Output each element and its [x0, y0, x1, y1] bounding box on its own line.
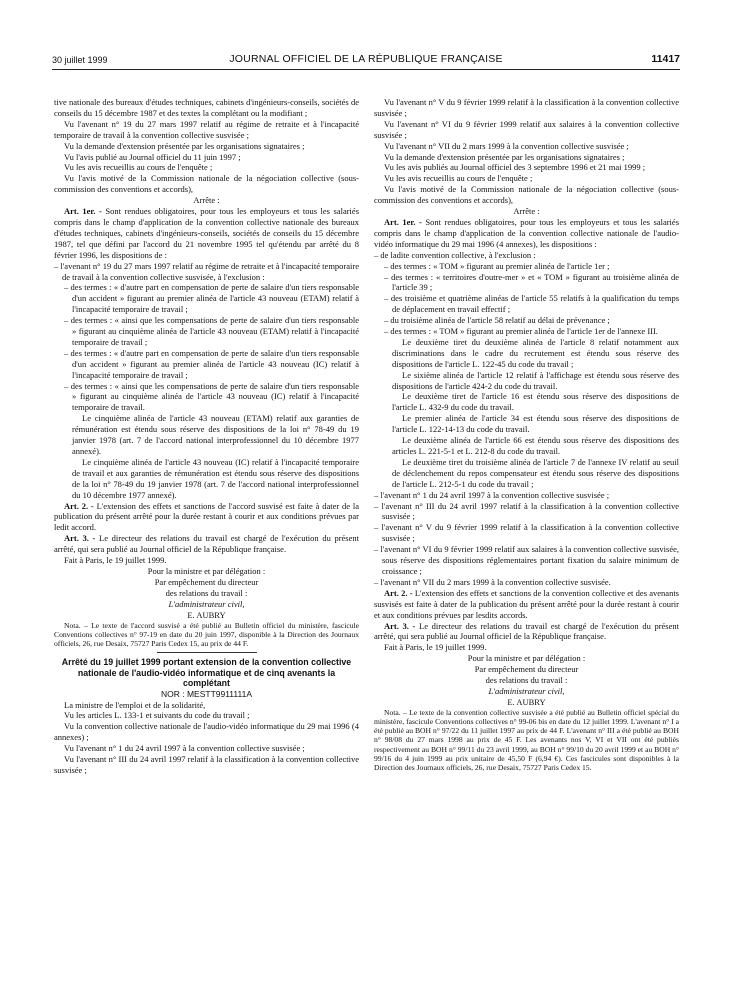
paragraph: Vu les avis recueillis au cours de l'enquête ; — [64, 162, 213, 173]
list-item: – des termes : « territoires d'outre-mer » et « TOM » figurant au troisième alinéa de l'article 39 ; — [384, 271, 679, 293]
nota: Nota. – Le texte de la convention collective susvisée a été publié au Bulletin officiel spécial du ministère, fascicule Conventions collectives n° 99-06 bis en date du 12 juillet 1999. L'avenant n° I a été publié au BOH n° 97/22 du 11 juillet 1997 au prix de 44 F. L'avenant n° III a été publié au BOH n° 98/08 du 27 mars 1998 au prix de 45 F. Les avenants nos V, VI et VII ont été publiés respectivement au BOH n° 99/11 du 23 avril 1999, au BOH n° 99/10 du 20 avril 1999 et au BOH n° 99/16 du 4 juin 1999 au prix unitaire de 45,50 F (6,94 €). Ces fascicules sont disponibles à la Direction des Journaux officiels, 26, rue Desaix, 75727 Paris Cedex 15. — [374, 707, 679, 772]
article-label: Art. 1er. - — [64, 206, 102, 217]
paragraph: Le deuxième tiret du troisième alinéa de l'article 7 de l'annexe IV relatif au seuil de déclenchement du repos compensateur est étendu sous réserve des dispositions de l'article L. 212-5-1 du code du travail ; — [392, 456, 679, 489]
arrete-heading: Arrête : — [513, 206, 540, 217]
paragraph: Vu l'avenant n° VII du 2 mars 1999 à la convention collective susvisée ; — [384, 140, 629, 151]
article-label: Art. 3. - — [384, 620, 416, 631]
list-item: – des termes : « ainsi que les compensations de perte de salaire d'un tiers responsable » figurant au cinquième alinéa de l'article 43 nouveau (IC) relatif à l'incapacité temporaire de travail. — [64, 380, 359, 413]
paragraph: Vu l'avenant n° VI du 9 février 1999 relatif aux salaires à la convention collective susvisée ; — [374, 118, 679, 140]
list-item: – l'avenant n° III du 24 avril 1997 relatif à la classification à la convention collective susvisée ; — [374, 500, 679, 522]
left-column — [54, 97, 359, 776]
paragraph: Vu l'avenant n° 19 du 27 mars 1997 relatif au régime de retraite et à l'incapacité temporaire de travail à la convention collective susvisée ; — [54, 118, 359, 140]
paragraph: Vu l'avenant n° 1 du 24 avril 1997 à la convention collective susvisée ; — [64, 743, 305, 754]
list-item: – des termes : « TOM » figurant au premier alinéa de l'article 1er ; — [384, 260, 610, 271]
list-item: – l'avenant n° V du 9 février 1999 relatif à la classification à la convention collective susvisée ; — [374, 522, 679, 544]
signature-line: L'administrateur civil, — [488, 685, 565, 696]
article-label: Art. 3. - — [64, 533, 96, 544]
article-2: Art. 2. - L'extension des effets et sanctions de l'accord susvisé est faite à dater de la publication du présent arrêté pour la durée restant à courir et aux conditions prévues par ledit accord. — [54, 500, 360, 533]
signature-line: L'administrateur civil, — [168, 598, 245, 609]
paragraph: tive nationale des bureaux d'études techniques, cabinets d'ingénieurs-conseils, sociétés de conseils du 15 décembre 1987 et des textes la complétant ou la modifiant ; — [54, 97, 359, 118]
divider — [157, 652, 257, 653]
paragraph: Vu les avis recueillis au cours de l'enquête ; — [384, 173, 533, 184]
signature-line: Pour la ministre et par délégation : — [147, 565, 266, 576]
paragraph: Le deuxième tiret de l'article 16 est étendu sous réserve des dispositions de l'article L. 432-9 du code du travail. — [392, 391, 679, 413]
list-item: – du troisième alinéa de l'article 58 relatif au délai de prévenance ; — [384, 315, 610, 326]
signature-name: E. AUBRY — [187, 609, 226, 620]
signature-line: Par empêchement du directeur — [474, 664, 579, 675]
signature-line: des relations du travail : — [165, 587, 248, 598]
paragraph: Le premier alinéa de l'article 34 est étendu sous réserve des dispositions de l'article L. 122-14-13 du code du travail. — [392, 413, 679, 435]
signature-line: Par empêchement du directeur — [154, 576, 259, 587]
nor-reference: NOR : MESTT9911111A — [160, 688, 252, 699]
list-item: – l'avenant n° 1 du 24 avril 1997 à la convention collective susvisée ; — [374, 489, 610, 500]
article-1: Art. 1er. - Sont rendues obligatoires, pour tous les employeurs et tous les salariés compris dans le champ d'application de la convention collective nationale des bureaux d'études techniques, cabinets d'ingénieurs-conseils, sociétés de conseils du 15 décembre 1987, tel que défini par l'accord du 21 novembre 1995 tel qu'étendu par arrêté du 8 février 1996, les dispositions de : — [54, 206, 359, 260]
header-page-number: 11417 — [651, 53, 680, 65]
article-1: Art. 1er. - Sont rendues obligatoires, pour tous les employeurs et tous les salariés compris dans le champ d'application de la convention collective nationale de l'audio-vidéo informatique du 29 mai 1996 (4 annexes), les dispositions : — [374, 216, 679, 249]
list-item: – l'avenant n° VI du 9 février 1999 relatif aux salaires à la convention collective susvisée, sous réserve des dispositions réglementaires portant fixation du salaire minimum de croissance ; — [374, 544, 679, 576]
signature-line: des relations du travail : — [485, 675, 568, 686]
article-3: Art. 3. - Le directeur des relations du travail est chargé de l'exécution du présent arrêté, qui sera publié au Journal officiel de la République française. — [54, 533, 360, 555]
paragraph: Vu l'avis motivé de la Commission nationale de la négociation collective (sous-commission des conventions et accords), — [374, 184, 679, 206]
list-item: – des troisième et quatrième alinéas de l'article 55 relatifs à la qualification du temps de déplacement en travail effectif ; — [384, 293, 679, 315]
list-item: – des termes : « d'autre part en compensation de perte de salaire d'un tiers responsable d'un accident » figurant au premier alinéa de l'article 43 nouveau (ETAM) relatif à l'incapacité temporaire de travail ; — [64, 282, 359, 315]
list-item: – l'avenant n° 19 du 27 mars 1997 relatif au régime de retraite et à l'incapacité temporaire de travail à la convention collective susvisée, à l'exclusion : — [54, 260, 359, 282]
paragraph: Le cinquième alinéa de l'article 43 nouveau (ETAM) relatif aux garanties de rémunération est étendu sous réserve des dispositions de la loi n° 78-49 du 19 janvier 1978 (art. 7 de l'accord national interprofessionnel du 10 décembre 1977 annexé). — [72, 413, 359, 456]
article-label: Art. 2. - — [384, 587, 413, 598]
paragraph: Vu l'avenant n° III du 24 avril 1997 relatif à la classification à la convention collective susvisée ; — [54, 754, 359, 775]
header-date: 30 juillet 1999 — [52, 55, 108, 65]
list-item: – de ladite convention collective, à l'exclusion : — [374, 249, 536, 260]
header-rule — [52, 69, 680, 70]
paragraph: Vu l'avenant n° V du 9 février 1999 relatif à la classification à la convention collective susvisée ; — [374, 97, 679, 118]
signature-date: Fait à Paris, le 19 juillet 1999. — [64, 555, 167, 566]
header-title: JOURNAL OFFICIEL DE LA RÉPUBLIQUE FRANÇAISE — [229, 53, 503, 65]
paragraph: Le cinquième alinéa de l'article 43 nouveau (IC) relatif à l'incapacité temporaire de travail et aux garanties de rémunération est étendu sous réserve des dispositions de la loi n° 78-49 du 19 janvier 1978 (art. 7 de l'accord national interprofessionnel du 10 décembre 1977 annexé). — [72, 456, 359, 500]
paragraph: Le deuxième tiret du deuxième alinéa de l'article 8 relatif notamment aux discriminations dans le cadre du recrutement est étendu sous réserve des dispositions de l'article L. 122-45 du code du travail ; — [392, 336, 679, 369]
article-label: Art. 2. - — [64, 500, 94, 511]
right-column — [374, 97, 679, 772]
paragraph: Vu les articles L. 133-1 et suivants du code du travail ; — [64, 710, 250, 721]
paragraph: Vu la demande d'extension présentée par les organisations signataires ; — [64, 140, 305, 151]
signature-name: E. AUBRY — [507, 696, 546, 707]
paragraph: Le sixième alinéa de l'article 12 relatif à l'affichage est étendu sous réserve des dispositions de l'article 424-2 du code du travail. — [392, 369, 679, 391]
article-2: Art. 2. - L'extension des effets et sanctions de la convention collective et des avenants susvisés est faite à dater de la publication du présent arrêté pour la durée restant à courir et aux conditions prévues par lesdits accords. — [374, 587, 679, 620]
decree-title: Arrêté du 19 juillet 1999 portant extension de la convention collective nationale de l'audio-vidéo informatique et de cinq avenants la complétant — [61, 657, 352, 689]
signature-line: Pour la ministre et par délégation : — [467, 653, 586, 664]
list-item: – des termes : « TOM » figurant au premier alinéa de l'article 1er de l'annexe III. — [384, 326, 658, 337]
nota: Nota. – Le texte de l'accord susvisé a été publié au Bulletin officiel du ministère, fascicule Conventions collectives n° 97-19 en date du 20 juin 1997, disponible à la Direction des Journaux officiels, 26, rue Desaix, 75727 Paris Cedex 15, au prix de 44 F. — [54, 620, 359, 648]
article-3: Art. 3. - Le directeur des relations du travail est chargé de l'exécution du présent arrêté, qui sera publié au Journal officiel de la République française. — [374, 620, 680, 642]
paragraph: Vu les avis publiés au Journal officiel des 3 septembre 1996 et 21 mai 1999 ; — [384, 162, 646, 173]
paragraph: Le deuxième alinéa de l'article 66 est étendu sous réserve des dispositions des articles L. 221-5-1 et L. 212-8 du code du travail. — [392, 435, 679, 456]
list-item: – des termes : « d'autre part en compensation de perte de salaire d'un tiers responsable d'un accident » figurant au premier alinéa de l'article 43 nouveau (IC) relatif à l'incapacité temporaire de travail ; — [64, 347, 359, 380]
page-header — [52, 52, 680, 68]
paragraph: Vu l'avis motivé de la Commission nationale de la négociation collective (sous-commission des conventions et accords), — [54, 173, 359, 195]
arrete-heading: Arrête : — [193, 195, 220, 206]
paragraph: Vu la convention collective nationale de l'audio-vidéo informatique du 29 mai 1996 (4 annexes) ; — [54, 721, 359, 743]
paragraph: Vu la demande d'extension présentée par les organisations signataires ; — [384, 151, 625, 162]
signature-date: Fait à Paris, le 19 juillet 1999. — [384, 642, 487, 653]
paragraph: Vu l'avis publié au Journal officiel du 11 juin 1997 ; — [64, 151, 241, 162]
list-item: – l'avenant n° VII du 2 mars 1999 à la convention collective susvisée. — [374, 576, 611, 587]
paragraph: La ministre de l'emploi et de la solidarité, — [64, 699, 206, 710]
list-item: – des termes : « ainsi que les compensations de perte de salaire d'un tiers responsable » figurant au cinquième alinéa de l'article 43 nouveau (ETAM) relatif à l'incapacité temporaire de travail ; — [64, 315, 359, 347]
article-label: Art. 1er. - — [384, 216, 422, 227]
